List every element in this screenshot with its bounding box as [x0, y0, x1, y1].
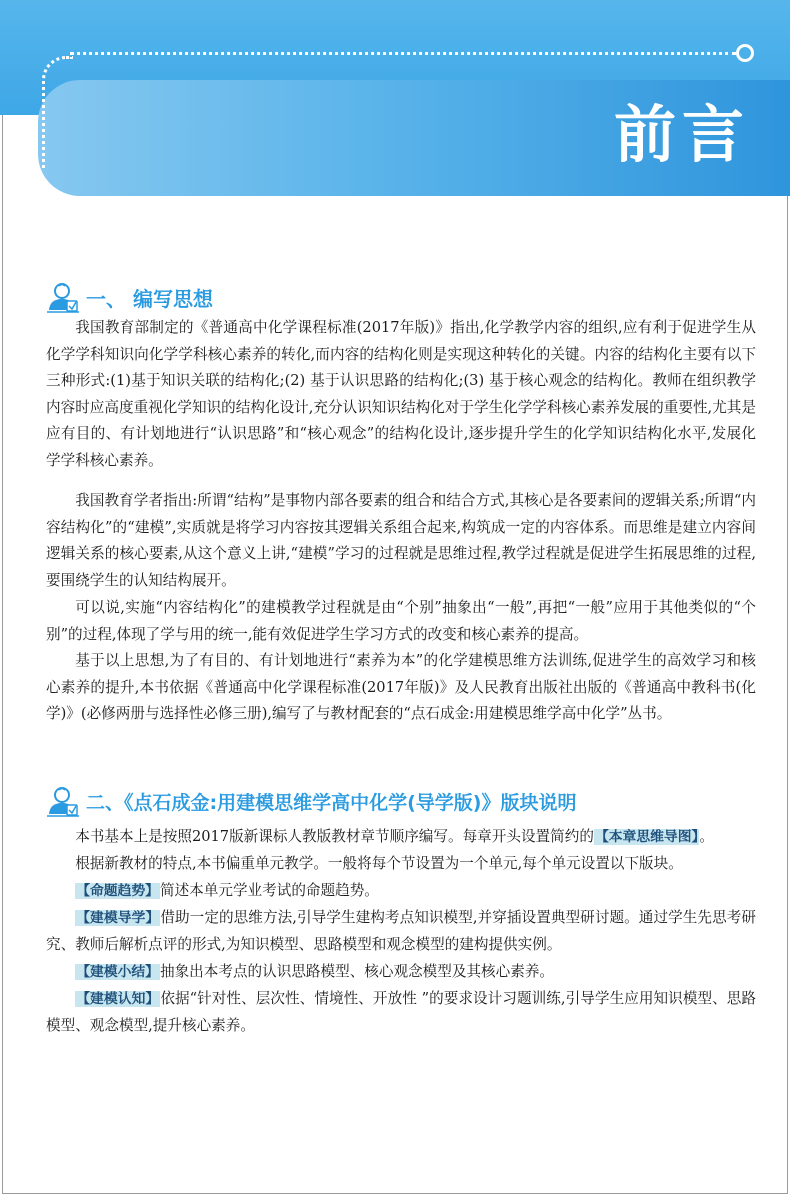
- head-idea-icon: [46, 784, 80, 818]
- block-item: [46, 905, 756, 958]
- block-label: 【命题趋势】: [76, 883, 159, 899]
- block-label: 【建模导学】: [76, 910, 160, 926]
- block-text: 抽象出本考点的认识思路模型、核心观念模型及其核心素养。: [159, 963, 555, 980]
- block-item: [46, 959, 756, 986]
- section-heading-text: 二、《点石成金:用建模思维学高中化学(导学版)》版块说明: [86, 791, 577, 814]
- paragraph: 基于以上思想,为了有目的、有计划地进行“素养为本”的化学建模思维方法训练,促进学生的高效学习和核心素养的提升,本书依据《普通高中化学课程标准(2017年版)》及人民教育出版社出版的《普通高中教科书(化学)》(必修两册与选择性必修三册),编写了与教材配套的“点石成金:用建模思维学高中化学”丛书。: [46, 652, 756, 722]
- paragraph: 可以说,实施“内容结构化”的建模教学过程就是由“个别”抽象出“一般”,再把“一般”应用于其他类似的“个别”的过程,体现了学与用的统一,能有效促进学生学习方式的改变和核心素养的提高。: [46, 599, 756, 643]
- block-text: 简述本单元学业考试的命题趋势。: [159, 882, 379, 899]
- section-heading-text: 一、 编写思想: [86, 286, 213, 311]
- page-title: 前言: [613, 98, 750, 171]
- dotted-corner-line: [42, 56, 73, 169]
- ring-icon: [736, 44, 754, 62]
- head-idea-icon: [46, 280, 80, 314]
- block-item: [46, 986, 756, 1039]
- block-text: 依据“针对性、层次性、情境性、开放性 ”的要求设计习题训练,引导学生应用知识模型、思路模型、观念模型,提升核心素养。: [46, 990, 757, 1034]
- paragraph: 我国教育学者指出:所谓“结构”是事物内部各要素的组合和结合方式,其核心是各要素间的逻辑关系;所谓“内容结构化”的“建模”,实质就是将学习内容按其逻辑关系组合起来,构筑成一定的内容体系。而思维是建立内容间逻辑关系的核心要素,从这个意义上讲,“建模”学习的过程就是思维过程,教学过程就是促进学生拓展思维的过程,要围绕学生的认知结构展开。: [46, 492, 756, 589]
- dotted-line: [70, 52, 736, 55]
- header-banner: [0, 0, 790, 196]
- section-heading-2: [46, 784, 576, 818]
- block-text: 借助一定的思维方法,引导学生建构考点知识模型,并穿插设置典型研讨题。通过学生先思考研究、教师后解析点评的形式,为知识模型、思路模型和观念模型的建构提供实例。: [46, 909, 756, 953]
- intro-text: 本书基本上是按照2017版新课标人教版教材章节顺序编写。每章开头设置简约的: [75, 828, 594, 845]
- highlight-label: 【本章思维导图】: [594, 829, 699, 845]
- intro-line: [46, 824, 756, 851]
- intro-end: 。: [699, 828, 715, 845]
- section-heading-1: [46, 280, 213, 314]
- block-item: [46, 878, 756, 905]
- intro-line: 根据新教材的特点,本书偏重单元教学。一般将每个节设置为一个单元,每个单元设置以下版块。: [75, 855, 683, 872]
- paragraph: 我国教育部制定的《普通高中化学课程标准(2017年版)》指出,化学教学内容的组织,应有利于促进学生从化学学科知识向化学学科核心素养的转化,而内容的结构化则是实现这种转化的关键。内容的结构化主要有以下三种形式:(1)基于知识关联的结构化;(2) 基于认识思路的结构化;(3) 基于核心观念的结构化。教师在组织教学内容时应高度重视化学知识的结构化设计,充分认识知识结构化对于学生化学学科核心素养发展的重要性,尤其是应有目的、有计划地进行“认识思路”和“核心观念”的结构化设计,逐步提升学生的化学知识结构化水平,发展化学学科核心素养。: [46, 319, 757, 469]
- block-label: 【建模认知】: [76, 991, 160, 1007]
- block-label: 【建模小结】: [76, 964, 159, 980]
